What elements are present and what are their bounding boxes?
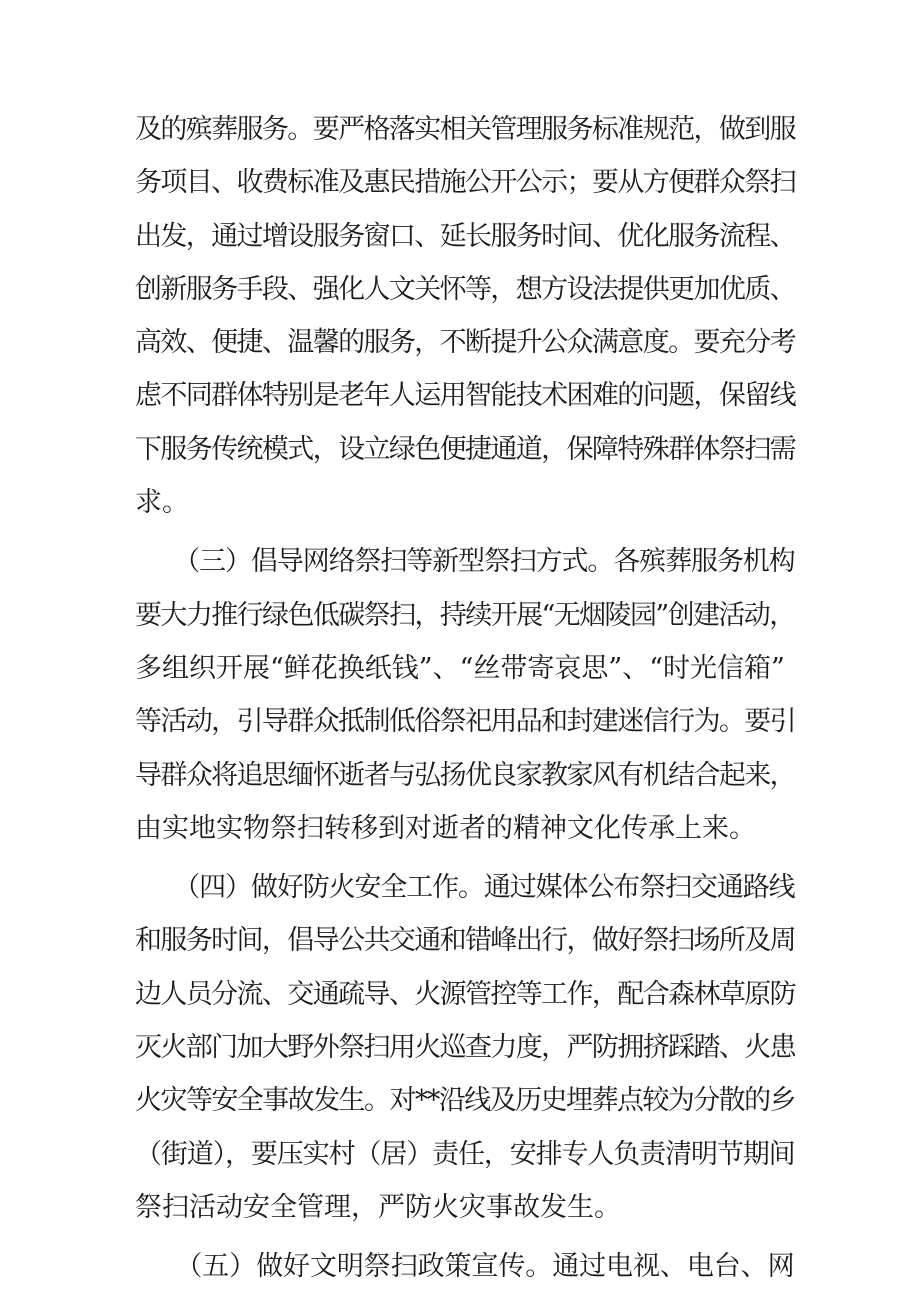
- document-body: [135, 103, 795, 1294]
- text-line: 边人员分流、交通疏导、火源管控等工作，配合森林草原防: [135, 978, 795, 1010]
- text-line: 下服务传统模式，设立绿色便捷通道，保障特殊群体祭扫需: [135, 433, 795, 465]
- text-line: 由实地实物祭扫转移到对逝者的精神文化传承上来。: [135, 812, 756, 844]
- text-line: 灭火部门加大野外祭扫用火巡查力度，严防拥挤踩踏、火患: [135, 1032, 795, 1064]
- paragraph-section-4-fire-safety: [135, 861, 795, 1234]
- text-line: 多组织开展“鲜花换纸钱”、“丝带寄哀思”、“时光信箱”: [135, 652, 785, 684]
- text-line: 虑不同群体特别是老年人运用智能技术困难的问题，保留线: [135, 380, 795, 412]
- text-line: （街道），要压实村（居）责任，安排专人负责清明节期间: [135, 1138, 795, 1170]
- text-line: （五）做好文明祭扫政策宣传。通过电视、电台、网: [135, 1251, 795, 1283]
- text-line: 求。: [135, 487, 189, 519]
- text-line: 务项目、收费标准及惠民措施公开公示；要从方便群众祭扫: [135, 167, 795, 199]
- text-line: （四）做好防火安全工作。通过媒体公布祭扫交通路线: [135, 872, 795, 904]
- text-line: 祭扫活动安全管理，严防火灾事故发生。: [135, 1191, 621, 1223]
- text-line: 创新服务手段、强化人文关怀等，想方设法提供更加优质、: [135, 273, 795, 305]
- text-line: 和服务时间，倡导公共交通和错峰出行，做好祭扫场所及周: [135, 925, 795, 957]
- paragraph-service-standards: [135, 103, 795, 529]
- text-line: 出发，通过增设服务窗口、延长服务时间、优化服务流程、: [135, 220, 795, 252]
- text-line: 高效、便捷、温馨的服务，不断提升公众满意度。要充分考: [135, 327, 795, 359]
- text-line: 火灾等安全事故发生。对**沿线及历史埋葬点较为分散的乡: [135, 1085, 795, 1117]
- text-line: 要大力推行绿色低碳祭扫，持续开展“无烟陵园”创建活动，: [135, 599, 795, 631]
- text-line: （三）倡导网络祭扫等新型祭扫方式。各殡葬服务机构: [135, 546, 795, 578]
- text-line: 导群众将追思缅怀逝者与弘扬优良家教家风有机结合起来，: [135, 759, 795, 791]
- text-line: 等活动，引导群众抵制低俗祭祀用品和封建迷信行为。要引: [135, 706, 795, 738]
- text-line: 及的殡葬服务。要严格落实相关管理服务标准规范，做到服: [135, 114, 795, 145]
- paragraph-section-3-online-memorial: [135, 535, 795, 855]
- paragraph-section-5-policy-publicity: [135, 1240, 795, 1293]
